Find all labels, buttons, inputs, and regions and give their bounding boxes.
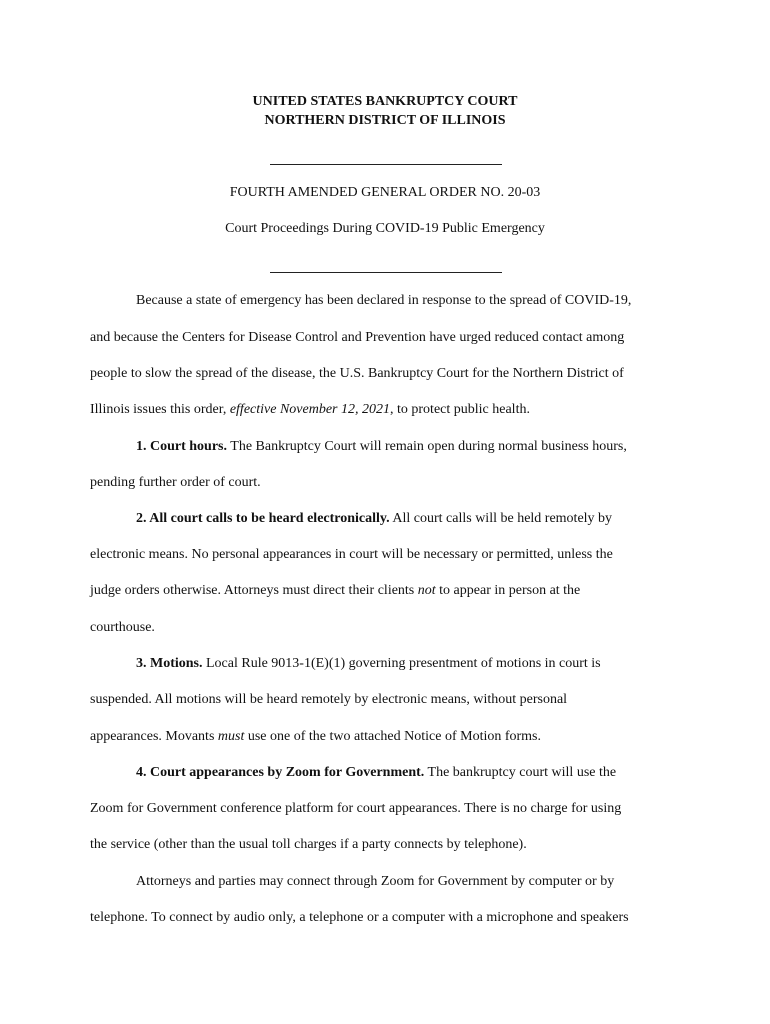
section-2-line-3-suffix: to appear in person at the [435,583,581,598]
order-number: FOURTH AMENDED GENERAL ORDER NO. 20-03 [229,185,541,200]
section-1-line-1 [136,439,627,455]
section-3-heading: 3. Motions. [136,656,203,671]
order-subject: Court Proceedings During COVID-19 Public Emergency [225,221,545,236]
section-2-line-1 [136,511,612,527]
section-2-heading: 2. All court calls to be heard electronically. [136,511,390,526]
effective-date: effective November 12, 2021 [229,402,390,417]
section-2-line-2: electronic means. No personal appearances in court will be necessary or permitted, unless the [90,547,613,562]
court-name-heading: UNITED STATES BANKRUPTCY COURT [252,94,518,109]
preamble-line-2: and because the Centers for Disease Control and Prevention have urged reduced contact among [90,330,625,345]
section-4-line-3: the service (other than the usual toll charges if a party connects by telephone). [90,837,527,852]
section-3-line-3 [90,729,541,745]
section-4-heading: 4. Court appearances by Zoom for Government. [136,765,425,780]
paragraph-5-line-2: telephone. To connect by audio only, a telephone or a computer with a microphone and speakers [90,910,629,925]
section-1-heading: 1. Court hours. [136,439,228,454]
section-3-line-1 [136,656,601,672]
section-2-line-1-rest: All court calls will be held remotely by [389,511,613,526]
preamble-line-4-suffix: , to protect public health. [390,402,530,417]
preamble-line-4 [90,402,530,418]
section-3-emphasis-must: must [217,729,245,744]
section-3-line-3-prefix: appearances. Movants [90,729,218,744]
section-3-line-3-suffix: use one of the two attached Notice of Motion forms. [244,729,542,744]
section-2-emphasis-not: not [417,583,436,598]
section-2-line-4: courthouse. [90,620,155,635]
section-4-line-1 [136,765,616,781]
preamble-line-4-prefix: Illinois issues this order, [90,402,230,417]
district-name-heading: NORTHERN DISTRICT OF ILLINOIS [264,113,506,128]
section-3-line-2: suspended. All motions will be heard remotely by electronic means, without personal [90,692,568,707]
bottom-divider-rule [270,272,502,273]
section-2-line-3 [90,583,580,599]
section-3-line-1-rest: Local Rule 9013-1(E)(1) governing presentment of motions in court is [202,656,601,671]
preamble-line-3: people to slow the spread of the disease, the U.S. Bankruptcy Court for the Northern District of [90,366,624,381]
section-1-line-2: pending further order of court. [90,475,261,490]
paragraph-5-line-1: Attorneys and parties may connect through Zoom for Government by computer or by [136,874,615,889]
preamble-line-1: Because a state of emergency has been declared in response to the spread of COVID-19, [136,293,632,308]
section-4-line-2: Zoom for Government conference platform for court appearances. There is no charge for using [90,801,622,816]
section-4-line-1-rest: The bankruptcy court will use the [424,765,617,780]
top-divider-rule [270,164,502,165]
section-1-line-1-rest: The Bankruptcy Court will remain open during normal business hours, [227,439,627,454]
section-2-line-3-prefix: judge orders otherwise. Attorneys must direct their clients [90,583,418,598]
